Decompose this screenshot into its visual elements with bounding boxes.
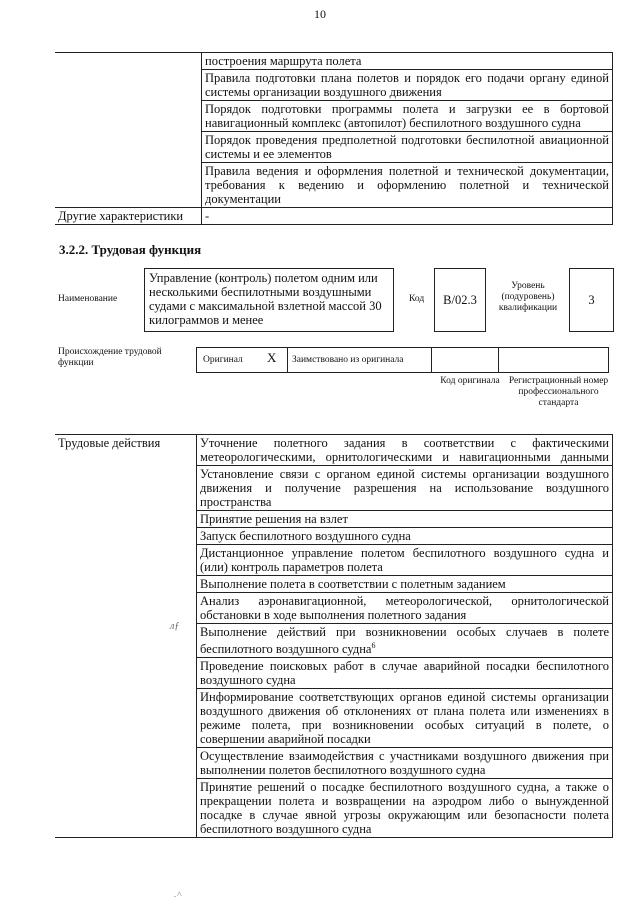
footnote-mark: 6 (371, 641, 376, 650)
table-cell: Дистанционное управление полетом беспилотного воздушного судна и (или) контроль параметров полета (197, 545, 613, 576)
name-label: Наименование (58, 294, 118, 304)
table-cell: Принятие решений о посадке беспилотного воздушного судна, а также о прекращении полета и возвращении на аэродром либо о вынужденной посадке в случае явной угрозы окружающим или безопасности полета беспилотного воздушного судна (197, 779, 613, 838)
table-cell: построения маршрута полета (202, 53, 613, 70)
table-cell: Правила ведения и оформления полетной и технической документации, требования к ведению и оформлению полетной и технической документации (202, 163, 613, 208)
scan-mark: .˄ (174, 889, 183, 899)
labor-actions-table (55, 434, 613, 838)
page-number: 10 (314, 7, 326, 21)
table-cell: Анализ аэронавигационной, метеорологической, орнитологической обстановки в ходе выполнения полетного задания (197, 593, 613, 624)
table-cell: Осуществление взаимодействия с участниками воздушного движения при выполнении полетов беспилотного воздушного судна (197, 748, 613, 779)
table-cell: Порядок проведения предполетной подготовки беспилотной авиационной системы и ее элементов (202, 132, 613, 163)
table-cell: Порядок подготовки программы полета и загрузки ее в бортовой навигационный комплекс (автопилот) беспилотного воздушного судна (202, 101, 613, 132)
table-cell: Информирование соответствующих органов единой системы организации воздушного движения об отклонениях от плана полета или изменениях в режиме полета, при возникновении особых ситуаций в полете, о совершении аварийной посадки (197, 689, 613, 748)
table-cell (197, 624, 613, 658)
table-cell: Уточнение полетного задания в соответствии с фактическими метеорологическими, орнитологическими и навигационными данными (197, 435, 613, 466)
code-original-cell (431, 347, 499, 373)
code-original-label: Код оригинала (440, 376, 500, 386)
borrowed-label: Заимствовано из оригинала (287, 347, 432, 373)
function-code-value: B/02.3 (434, 268, 486, 332)
cell-text: Выполнение действий при возникновении особых случаев в полете беспилотного воздушного судна (200, 625, 609, 657)
reg-number-label: Регистрационный номер профессионального стандарта (508, 376, 609, 408)
function-name-value: Управление (контроль) полетом одним или несколькими беспилотными воздушными судами с максимальной взлетной массой 30 килограммов и менее (144, 268, 394, 332)
scan-mark: лƒ (170, 621, 180, 632)
code-label: Код (409, 294, 425, 304)
original-label: Оригинал (203, 355, 243, 365)
qualification-level-value: 3 (569, 268, 614, 332)
table-cell: Принятие решения на взлет (197, 511, 613, 528)
table-row (55, 53, 613, 70)
origin-row (196, 347, 608, 373)
original-cell (196, 347, 288, 373)
table-cell: Проведение поисковых работ в случае аварийной посадки беспилотного воздушного судна (197, 658, 613, 689)
table-cell: Правила подготовки плана полетов и порядок его подачи органу единой системы организации воздушного движения (202, 70, 613, 101)
table-cell: Установление связи с органом единой системы организации воздушного движения и получение разрешения на использование воздушного пространства (197, 466, 613, 511)
table-cell: Запуск беспилотного воздушного судна (197, 528, 613, 545)
qualification-level-label: Уровень (подуровень) квалификации (498, 281, 558, 313)
labor-actions-label: Трудовые действия (58, 436, 161, 450)
other-characteristics-value: - (202, 208, 613, 225)
other-characteristics-label: Другие характеристики (55, 208, 202, 225)
table-cell-empty (55, 53, 202, 208)
table-row (55, 435, 613, 466)
origin-label: Происхождение трудовой функции (58, 347, 162, 368)
section-title: 3.2.2. Трудовая функция (59, 242, 202, 257)
reg-number-cell (498, 347, 609, 373)
table-cell: Выполнение полета в соответствии с полетным заданием (197, 576, 613, 593)
original-mark: X (267, 350, 277, 365)
skills-continuation-table (55, 52, 613, 225)
labor-actions-header (55, 435, 197, 838)
table-row (55, 208, 613, 225)
